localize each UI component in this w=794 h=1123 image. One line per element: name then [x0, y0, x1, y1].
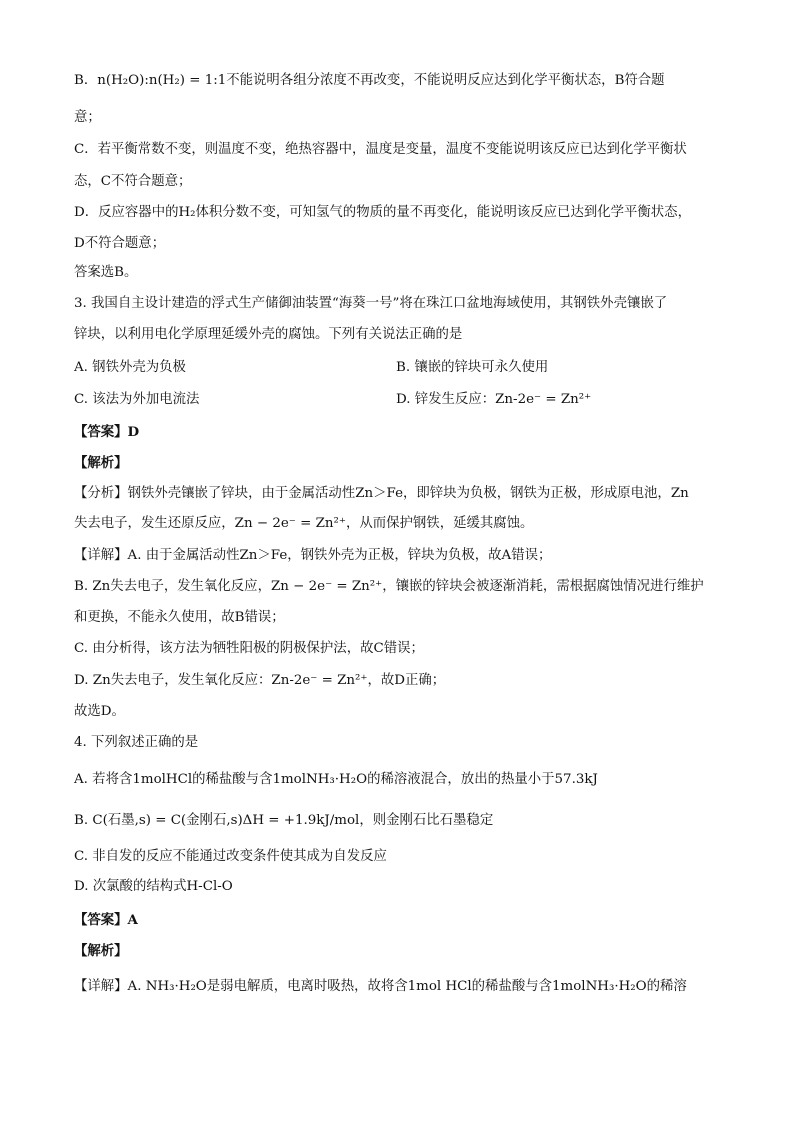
option-a: A. 钢铁外壳为负极	[74, 360, 186, 375]
option-b: B. 镶嵌的锌块可永久使用	[396, 360, 549, 375]
answer-line: 故选D。	[74, 704, 125, 719]
question-4-stem: 4. 下列叙述正确的是	[74, 735, 199, 750]
analysis-text: 【分析】钢铁外壳镶嵌了锌块，由于金属活动性Zn＞Fe，即锌块为负极，钢铁为正极，形成原电池，Zn	[74, 486, 689, 501]
text-line: D．反应容器中的H₂体积分数不变，可知氢气的物质的量不再变化，能说明该反应已达到化学平衡状态，	[74, 205, 691, 220]
text-line: 意；	[74, 110, 101, 125]
option-d: D. 锌发生反应：Zn-2e⁻ = Zn²⁺	[396, 392, 592, 407]
analysis-label: 【解析】	[74, 943, 128, 959]
text-line: D不符合题意；	[74, 236, 166, 251]
question-3-stem-cont: 锌块，以利用电化学原理延缓外壳的腐蚀。下列有关说法正确的是	[74, 327, 463, 342]
analysis-label: 【解析】	[74, 455, 128, 471]
question-3-stem: 3. 我国自主设计建造的浮式生产储御油装置“海葵一号”将在珠江口盆地海域使用，其钢铁外壳镶嵌了	[74, 296, 668, 311]
text-line: B．n(H₂O):n(H₂) = 1:1不能说明各组分浓度不再改变，不能说明反应达到化学平衡状态，B符合题	[74, 73, 665, 88]
option-d: D. 次氯酸的结构式H-Cl-O	[74, 879, 233, 894]
text-line: C．若平衡常数不变，则温度不变，绝热容器中，温度是变量，温度不变能说明该反应已达到化学平衡状	[74, 142, 687, 157]
answer-label: 【答案】A	[74, 912, 138, 928]
detail-text: C. 由分析得，该方法为牺牲阳极的阴极保护法，故C错误；	[74, 641, 424, 656]
detail-text: 和更换，不能永久使用，故B错误；	[74, 610, 285, 625]
text-line: 态，C不符合题意；	[74, 174, 192, 189]
detail-text: 【详解】A. 由于金属活动性Zn＞Fe，钢铁外壳为正极，锌块为负极，故A错误；	[74, 548, 552, 563]
analysis-text: 失去电子，发生还原反应，Zn − 2e⁻ = Zn²⁺，从而保护钢铁，延缓其腐蚀。	[74, 516, 534, 531]
detail-text: D. Zn失去电子，发生氧化反应：Zn-2e⁻ = Zn²⁺，故D正确；	[74, 673, 446, 688]
option-b: B. C(石墨,s) = C(金刚石,s)ΔH = +1.9kJ/mol，则金刚石比石墨稳定	[74, 813, 494, 828]
detail-text: 【详解】A. NH₃·H₂O是弱电解质，电离时吸热，故将含1mol HCl的稀盐酸与含1molNH₃·H₂O的稀溶	[74, 979, 687, 994]
answer-label: 【答案】D	[74, 424, 140, 440]
answer-line: 答案选B。	[74, 265, 138, 280]
detail-text: B. Zn失去电子，发生氧化反应，Zn − 2e⁻ = Zn²⁺，镶嵌的锌块会被逐渐消耗，需根据腐蚀情况进行维护	[74, 579, 704, 594]
option-c: C. 该法为外加电流法	[74, 392, 200, 407]
option-c: C. 非自发的反应不能通过改变条件使其成为自发反应	[74, 849, 387, 864]
option-a: A. 若将含1molHCl的稀盐酸与含1molNH₃·H₂O的稀溶液混合，放出的热量小于57.3kJ	[74, 772, 598, 787]
